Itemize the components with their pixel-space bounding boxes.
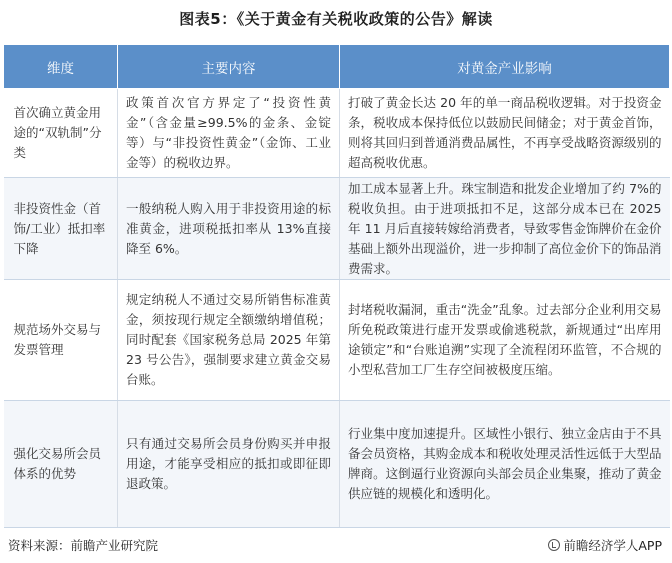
- content-cell: 一般纳税人购入用于非投资用途的标准黄金，进项税抵扣率从 13%直接降至 6%。: [118, 178, 340, 280]
- dimension-cell: 非投资性金（首饰/工业）抵扣率下降: [4, 178, 118, 280]
- chart-title: 图表5：《关于黄金有关税收政策的公告》解读: [179, 10, 493, 28]
- table-row: [4, 280, 670, 401]
- content-cell: 规定纳税人不通过交易所销售标准黄金，须按现行规定全额缴纳增值税；同时配套《国家税务总局 2025 年第 23 号公告》，强制要求建立黄金交易台账。: [118, 280, 340, 401]
- brand-label: 前瞻经济学人APP: [563, 538, 662, 553]
- impact-cell: 打破了黄金长达 20 年的单一商品税收逻辑。对于投资金条，税收成本保持低位以鼓励民间储金；对于黄金首饰，则将其回归到普通消费品属性，不再享受战略资源级别的超高税收优惠。: [340, 89, 670, 178]
- table-row: [4, 401, 670, 528]
- column-header-content: 主要内容: [118, 45, 340, 89]
- table-header-row: [4, 45, 670, 89]
- table-row: [4, 178, 670, 280]
- dimension-cell: 首次确立黄金用途的“双轨制”分类: [4, 89, 118, 178]
- dimension-cell: 强化交易所会员体系的优势: [4, 401, 118, 528]
- policy-table: [3, 44, 670, 528]
- impact-cell: 封堵税收漏洞，重击“洗金”乱象。过去部分企业利用交易所免税政策进行虚开发票或偷逃税款，新规通过“出库用途锁定”和“台账追溯”实现了全流程闭环监管，不合规的小型私营加工厂生存空间被极度压缩。: [340, 280, 670, 401]
- impact-cell: 加工成本显著上升。珠宝制造和批发企业增加了约 7%的税收负担。由于进项抵扣不足，这部分成本已在 2025 年 11 月后直接转嫁给消费者，导致零售金饰牌价在金价基础上额外出现溢价，进一步抑制了高位金价下的饰品消费需求。: [340, 178, 670, 280]
- brand-credit: [548, 536, 662, 554]
- table-row: [4, 89, 670, 178]
- content-cell: 政策首次官方界定了“投资性黄金”（含金量≥99.5%的金条、金锭等）与“非投资性黄金”（金饰、工业金等）的税收边界。: [118, 89, 340, 178]
- column-header-dimension: 维度: [4, 45, 118, 89]
- column-header-impact: 对黄金产业影响: [340, 45, 670, 89]
- source-note: 资料来源：前瞻产业研究院: [8, 538, 159, 553]
- dimension-cell: 规范场外交易与发票管理: [4, 280, 118, 401]
- lightbulb-icon: [548, 539, 560, 551]
- content-cell: 只有通过交易所会员身份购买并申报用途，才能享受相应的抵扣或即征即退政策。: [118, 401, 340, 528]
- impact-cell: 行业集中度加速提升。区域性小银行、独立金店由于不具备会员资格，其购金成本和税收处理灵活性远低于大型品牌商。这倒逼行业资源向头部会员企业集聚，推动了黄金供应链的规模化和透明化。: [340, 401, 670, 528]
